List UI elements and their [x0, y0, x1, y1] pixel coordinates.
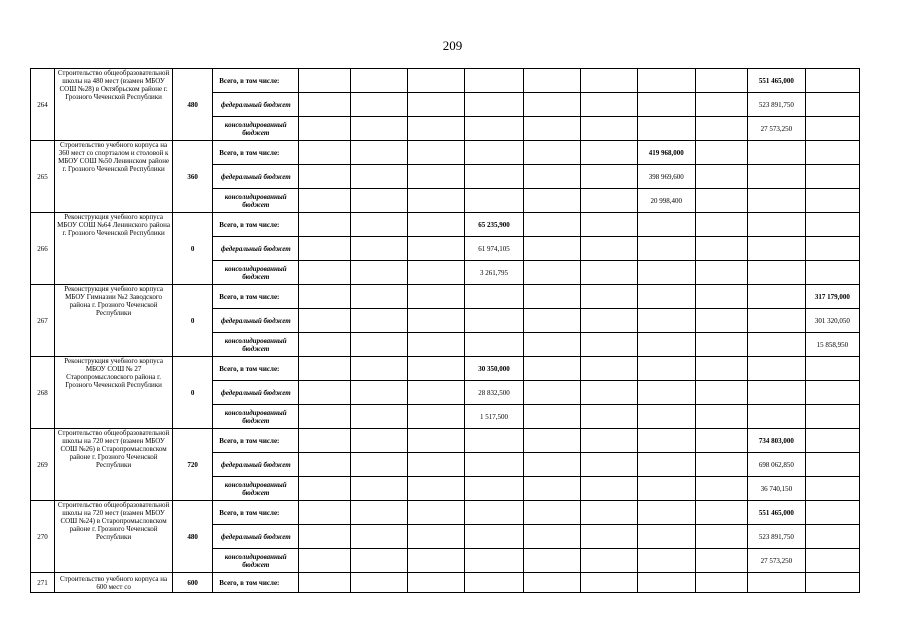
funding-source-federal: федеральный бюджет	[213, 93, 299, 117]
object-name: Строительство общеобразовательной школы на 720 мест (взамен МБОУ СОШ №24) в Старопромысловском районе г. Грозного Чеченской Республики	[55, 501, 173, 573]
amount-cell	[805, 381, 859, 405]
funding-source-consolidated: консолидированный бюджет	[213, 261, 299, 285]
amount-cell	[695, 525, 747, 549]
amount-cell	[408, 333, 465, 357]
amount-cell	[408, 189, 465, 213]
funding-source-total: Всего, в том числе:	[213, 141, 299, 165]
amount-cell	[580, 549, 637, 573]
capacity: 480	[173, 501, 213, 573]
amount-cell	[580, 165, 637, 189]
amount-cell	[523, 117, 580, 141]
amount-cell	[465, 429, 523, 453]
amount-cell	[299, 549, 351, 573]
amount-cell	[465, 189, 523, 213]
amount-cell: 27 573,250	[747, 117, 805, 141]
amount-cell	[747, 237, 805, 261]
amount-cell: 20 998,400	[637, 189, 695, 213]
amount-cell: 28 832,500	[465, 381, 523, 405]
amount-cell	[580, 501, 637, 525]
amount-cell	[747, 189, 805, 213]
table-row	[31, 357, 860, 381]
amount-cell	[351, 453, 408, 477]
funding-source-federal: федеральный бюджет	[213, 165, 299, 189]
amount-cell	[408, 501, 465, 525]
amount-cell	[747, 309, 805, 333]
funding-source-total: Всего, в том числе:	[213, 357, 299, 381]
amount-cell	[351, 381, 408, 405]
amount-cell	[465, 69, 523, 93]
amount-cell	[695, 381, 747, 405]
row-number: 268	[31, 357, 55, 429]
amount-cell	[299, 573, 351, 593]
amount-cell	[351, 141, 408, 165]
amount-cell	[695, 429, 747, 453]
amount-cell	[580, 405, 637, 429]
amount-cell	[580, 453, 637, 477]
amount-cell	[637, 69, 695, 93]
amount-cell	[299, 237, 351, 261]
amount-cell: 551 465,000	[747, 69, 805, 93]
amount-cell	[408, 405, 465, 429]
amount-cell	[351, 525, 408, 549]
object-name: Строительство общеобразовательной школы на 720 мест (взамен МБОУ СОШ №26) в Старопромысловском районе г. Грозного Чеченской Республики	[55, 429, 173, 501]
amount-cell	[351, 405, 408, 429]
amount-cell	[747, 261, 805, 285]
row-number: 270	[31, 501, 55, 573]
amount-cell	[299, 261, 351, 285]
amount-cell	[747, 165, 805, 189]
amount-cell	[637, 405, 695, 429]
amount-cell	[805, 237, 859, 261]
amount-cell	[637, 477, 695, 501]
amount-cell	[747, 357, 805, 381]
amount-cell	[299, 501, 351, 525]
amount-cell	[408, 309, 465, 333]
amount-cell	[695, 309, 747, 333]
row-number: 269	[31, 429, 55, 501]
amount-cell	[523, 189, 580, 213]
table-row	[31, 213, 860, 237]
amount-cell	[695, 477, 747, 501]
amount-cell	[805, 525, 859, 549]
amount-cell	[805, 189, 859, 213]
amount-cell: 61 974,105	[465, 237, 523, 261]
amount-cell	[637, 237, 695, 261]
amount-cell	[523, 93, 580, 117]
amount-cell: 398 969,600	[637, 165, 695, 189]
amount-cell	[523, 573, 580, 593]
amount-cell	[805, 429, 859, 453]
amount-cell	[299, 69, 351, 93]
amount-cell	[465, 549, 523, 573]
amount-cell	[637, 381, 695, 405]
row-number: 264	[31, 69, 55, 141]
amount-cell	[637, 93, 695, 117]
amount-cell	[523, 261, 580, 285]
amount-cell: 734 803,000	[747, 429, 805, 453]
amount-cell	[805, 93, 859, 117]
amount-cell	[805, 477, 859, 501]
amount-cell	[695, 237, 747, 261]
amount-cell	[351, 429, 408, 453]
amount-cell	[747, 141, 805, 165]
amount-cell	[299, 453, 351, 477]
amount-cell	[747, 333, 805, 357]
amount-cell	[408, 453, 465, 477]
amount-cell	[695, 453, 747, 477]
amount-cell	[523, 165, 580, 189]
amount-cell	[408, 69, 465, 93]
amount-cell	[695, 141, 747, 165]
row-number: 271	[31, 573, 55, 593]
amount-cell	[805, 453, 859, 477]
funding-source-consolidated: консолидированный бюджет	[213, 477, 299, 501]
amount-cell	[805, 141, 859, 165]
amount-cell	[351, 333, 408, 357]
amount-cell	[523, 357, 580, 381]
funding-source-consolidated: консолидированный бюджет	[213, 189, 299, 213]
amount-cell	[299, 213, 351, 237]
amount-cell	[637, 573, 695, 593]
amount-cell	[637, 357, 695, 381]
amount-cell: 36 740,150	[747, 477, 805, 501]
amount-cell	[351, 237, 408, 261]
amount-cell	[351, 309, 408, 333]
amount-cell	[351, 285, 408, 309]
object-name: Строительство учебного корпуса на 600 мест со	[55, 573, 173, 593]
amount-cell	[580, 117, 637, 141]
amount-cell	[465, 477, 523, 501]
amount-cell	[523, 237, 580, 261]
amount-cell	[465, 141, 523, 165]
amount-cell	[299, 189, 351, 213]
amount-cell	[580, 213, 637, 237]
capacity: 600	[173, 573, 213, 593]
amount-cell	[747, 381, 805, 405]
amount-cell	[695, 213, 747, 237]
amount-cell	[805, 357, 859, 381]
amount-cell	[465, 165, 523, 189]
amount-cell	[805, 501, 859, 525]
amount-cell	[523, 429, 580, 453]
funding-source-total: Всего, в том числе:	[213, 69, 299, 93]
amount-cell	[580, 69, 637, 93]
amount-cell	[805, 213, 859, 237]
amount-cell	[637, 117, 695, 141]
amount-cell	[465, 333, 523, 357]
amount-cell	[523, 69, 580, 93]
amount-cell	[351, 189, 408, 213]
capacity: 0	[173, 213, 213, 285]
amount-cell: 317 179,000	[805, 285, 859, 309]
amount-cell	[299, 93, 351, 117]
amount-cell: 301 320,050	[805, 309, 859, 333]
funding-source-consolidated: консолидированный бюджет	[213, 405, 299, 429]
amount-cell	[580, 381, 637, 405]
amount-cell	[408, 213, 465, 237]
amount-cell	[523, 213, 580, 237]
amount-cell: 27 573,250	[747, 549, 805, 573]
amount-cell	[408, 381, 465, 405]
amount-cell	[580, 357, 637, 381]
amount-cell	[695, 117, 747, 141]
amount-cell: 523 891,750	[747, 93, 805, 117]
funding-source-consolidated: консолидированный бюджет	[213, 333, 299, 357]
funding-source-federal: федеральный бюджет	[213, 309, 299, 333]
capacity: 480	[173, 69, 213, 141]
amount-cell	[580, 333, 637, 357]
amount-cell	[580, 237, 637, 261]
amount-cell	[408, 117, 465, 141]
object-name: Реконструкция учебного корпуса МБОУ Гимназии №2 Заводского района г. Грозного Чеченской Республики	[55, 285, 173, 357]
amount-cell: 523 891,750	[747, 525, 805, 549]
table-row	[31, 429, 860, 453]
funding-source-federal: федеральный бюджет	[213, 381, 299, 405]
object-name: Реконструкция учебного корпуса МБОУ СОШ №64 Ленинского района г. Грозного Чеченской Республики	[55, 213, 173, 285]
amount-cell	[523, 309, 580, 333]
table-row	[31, 141, 860, 165]
amount-cell	[695, 357, 747, 381]
amount-cell	[523, 141, 580, 165]
capacity: 0	[173, 357, 213, 429]
amount-cell	[805, 165, 859, 189]
table-row	[31, 69, 860, 93]
amount-cell	[637, 501, 695, 525]
amount-cell	[408, 141, 465, 165]
amount-cell	[580, 261, 637, 285]
amount-cell	[523, 549, 580, 573]
amount-cell	[523, 381, 580, 405]
amount-cell	[351, 501, 408, 525]
row-number: 266	[31, 213, 55, 285]
row-number: 267	[31, 285, 55, 357]
amount-cell	[523, 333, 580, 357]
amount-cell	[408, 93, 465, 117]
amount-cell	[299, 405, 351, 429]
table-row	[31, 501, 860, 525]
amount-cell	[580, 573, 637, 593]
capacity: 0	[173, 285, 213, 357]
amount-cell: 698 062,850	[747, 453, 805, 477]
amount-cell	[299, 429, 351, 453]
amount-cell	[695, 405, 747, 429]
amount-cell: 1 517,500	[465, 405, 523, 429]
amount-cell	[523, 477, 580, 501]
amount-cell	[465, 309, 523, 333]
capacity: 720	[173, 429, 213, 501]
amount-cell	[695, 285, 747, 309]
amount-cell	[695, 501, 747, 525]
amount-cell	[408, 285, 465, 309]
table-row	[31, 573, 860, 593]
amount-cell	[351, 357, 408, 381]
amount-cell	[580, 429, 637, 453]
amount-cell	[465, 501, 523, 525]
amount-cell	[747, 405, 805, 429]
funding-source-consolidated: консолидированный бюджет	[213, 117, 299, 141]
table-row	[31, 285, 860, 309]
amount-cell	[805, 405, 859, 429]
amount-cell	[351, 261, 408, 285]
amount-cell	[523, 405, 580, 429]
amount-cell	[695, 333, 747, 357]
amount-cell	[637, 285, 695, 309]
amount-cell	[805, 261, 859, 285]
funding-source-federal: федеральный бюджет	[213, 237, 299, 261]
budget-table	[30, 68, 860, 593]
amount-cell	[695, 189, 747, 213]
amount-cell	[351, 213, 408, 237]
object-name: Строительство учебного корпуса на 360 мест со спортзалом и столовой к МБОУ СОШ №50 Ленинском районе г. Грозного Чеченской Республики	[55, 141, 173, 213]
amount-cell	[637, 333, 695, 357]
amount-cell	[465, 573, 523, 593]
amount-cell	[351, 117, 408, 141]
amount-cell	[580, 93, 637, 117]
amount-cell	[637, 261, 695, 285]
amount-cell	[695, 261, 747, 285]
amount-cell	[408, 429, 465, 453]
amount-cell	[580, 285, 637, 309]
object-name: Реконструкция учебного корпуса МБОУ СОШ № 27 Старопромысловского района г. Грозного Чеченской Республики	[55, 357, 173, 429]
amount-cell	[805, 549, 859, 573]
amount-cell: 15 858,950	[805, 333, 859, 357]
amount-cell	[695, 549, 747, 573]
amount-cell	[580, 309, 637, 333]
amount-cell	[299, 333, 351, 357]
amount-cell	[299, 117, 351, 141]
amount-cell: 65 235,900	[465, 213, 523, 237]
amount-cell	[580, 189, 637, 213]
amount-cell	[695, 93, 747, 117]
amount-cell	[465, 453, 523, 477]
amount-cell	[695, 69, 747, 93]
object-name: Строительство общеобразовательной школы на 480 мест (взамен МБОУ СОШ №28) в Октябрьском районе г. Грозного Чеченской Республики	[55, 69, 173, 141]
amount-cell	[805, 69, 859, 93]
amount-cell: 551 465,000	[747, 501, 805, 525]
amount-cell	[299, 141, 351, 165]
amount-cell	[523, 285, 580, 309]
amount-cell	[465, 525, 523, 549]
amount-cell	[465, 93, 523, 117]
amount-cell	[747, 285, 805, 309]
funding-source-total: Всего, в том числе:	[213, 429, 299, 453]
amount-cell: 3 261,795	[465, 261, 523, 285]
amount-cell	[523, 525, 580, 549]
amount-cell	[351, 477, 408, 501]
amount-cell	[465, 285, 523, 309]
amount-cell	[299, 381, 351, 405]
amount-cell	[637, 525, 695, 549]
amount-cell	[351, 573, 408, 593]
funding-source-federal: федеральный бюджет	[213, 525, 299, 549]
amount-cell	[580, 477, 637, 501]
amount-cell	[580, 141, 637, 165]
amount-cell	[637, 453, 695, 477]
funding-source-federal: федеральный бюджет	[213, 453, 299, 477]
amount-cell	[523, 501, 580, 525]
amount-cell	[351, 165, 408, 189]
amount-cell	[408, 573, 465, 593]
funding-source-total: Всего, в том числе:	[213, 501, 299, 525]
amount-cell	[695, 573, 747, 593]
amount-cell	[408, 165, 465, 189]
amount-cell	[747, 213, 805, 237]
row-number: 265	[31, 141, 55, 213]
amount-cell	[299, 525, 351, 549]
amount-cell	[408, 261, 465, 285]
amount-cell	[637, 213, 695, 237]
amount-cell	[408, 549, 465, 573]
amount-cell	[299, 477, 351, 501]
funding-source-consolidated: консолидированный бюджет	[213, 549, 299, 573]
amount-cell	[299, 165, 351, 189]
amount-cell	[351, 69, 408, 93]
amount-cell	[408, 477, 465, 501]
amount-cell	[299, 309, 351, 333]
amount-cell: 30 350,000	[465, 357, 523, 381]
funding-source-total: Всего, в том числе:	[213, 573, 299, 593]
amount-cell	[805, 573, 859, 593]
amount-cell	[805, 117, 859, 141]
amount-cell	[465, 117, 523, 141]
funding-source-total: Всего, в том числе:	[213, 285, 299, 309]
capacity: 360	[173, 141, 213, 213]
amount-cell	[408, 357, 465, 381]
amount-cell	[637, 429, 695, 453]
amount-cell	[523, 453, 580, 477]
amount-cell	[299, 357, 351, 381]
amount-cell	[637, 549, 695, 573]
funding-source-total: Всего, в том числе:	[213, 213, 299, 237]
page-number: 209	[442, 38, 463, 53]
amount-cell	[747, 573, 805, 593]
amount-cell	[580, 525, 637, 549]
amount-cell	[695, 165, 747, 189]
amount-cell	[408, 237, 465, 261]
amount-cell: 419 968,000	[637, 141, 695, 165]
amount-cell	[637, 309, 695, 333]
amount-cell	[351, 93, 408, 117]
amount-cell	[408, 525, 465, 549]
amount-cell	[351, 549, 408, 573]
amount-cell	[299, 285, 351, 309]
